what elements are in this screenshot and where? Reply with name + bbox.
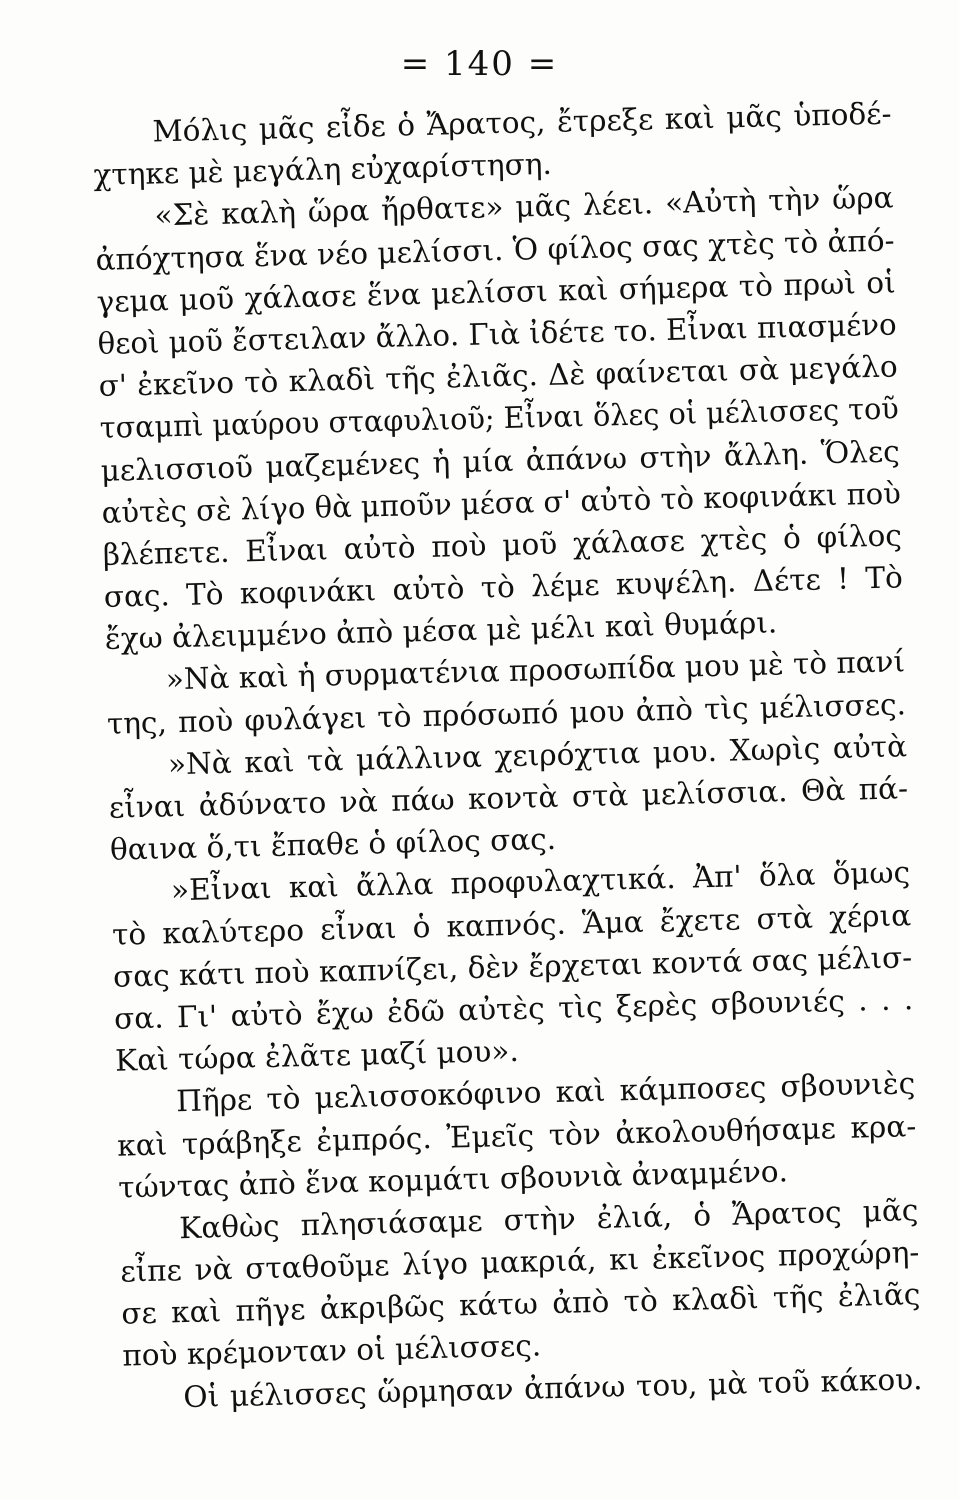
text-line: ποὺ κρέμονταν οἱ μέλισσες. [121,1328,542,1374]
text-line: Πῆρε τὸ μελισσοκόφινο καὶ κάμποσες σβουνιὲς [175,1066,916,1119]
text-line: Οἱ μέλισσες ὥρμησαν ἀπάνω του, μὰ τοῦ κάκου. [183,1361,923,1414]
text-line: χτηκε μὲ μεγάλη εὐχαρίστηση. [93,146,553,193]
text-line: καὶ τράβηξε ἐμπρός. Ἐμεῖς τὸν ἀκολουθήσαμε κρα- [116,1108,917,1163]
text-line: μελισσιοῦ μαζεμένες ἡ μία ἀπάνω στὴν ἄλλη. Ὅλες [100,433,901,488]
text-line: »Νὰ καὶ τὰ μάλλινα χειρόχτια μου. Χωρὶς αὐτὰ [167,729,908,782]
text-line: εἶπε νὰ σταθοῦμε λίγο μακριά, κι ἐκεῖνος προχώρη- [119,1235,920,1289]
text-line: αὐτὲς σὲ λίγο θὰ μποῦν μέσα σ' αὐτὸ τὸ κοφινάκι ποὺ [101,476,902,530]
text-line: γεμα μοῦ χάλασε ἕνα μελίσσι καὶ σήμερα τὸ πρωὶ οἱ [96,265,897,319]
text-line: σας κάτι ποὺ καπνίζει, δὲν ἔρχεται κοντά σας μέλισ- [112,939,913,994]
text-line: τώντας ἀπὸ ἕνα κομμάτι σβουνιὰ ἀναμμένο. [117,1154,789,1205]
text-line: Μόλις μᾶς εἶδε ὁ Ἄρατος, ἔτρεξε καὶ μᾶς ὑποδέ- [152,96,892,149]
text-line: «Σὲ καλὴ ὥρα ἤρθατε» μᾶς λέει. «Αὐτὴ τὴν ὥρα [154,180,894,233]
text-line: σα. Γι' αὐτὸ ἔχω ἐδῶ αὐτὲς τὶς ξερὲς σβουνιές . . . [113,982,914,1036]
text-line: της, ποὺ φυλάγει τὸ πρόσωπό μου ἀπὸ τὶς μέλισσες. [106,686,907,741]
body-text [92,92,924,1419]
text-line: σας. Τὸ κοφινάκι αὐτὸ τὸ λέμε κυψέλη. Δέτε ! Τὸ [103,560,904,614]
text-line: »Εἶναι καὶ ἄλλα προφυλαχτικά. Ἀπ' ὅλα ὅμως [170,855,911,908]
text-line: σ' ἐκεῖνο τὸ κλαδὶ τῆς ἐλιᾶς. Δὲ φαίνεται σὰ μεγάλο [98,349,899,404]
text-line: βλέπετε. Εἶναι αὐτὸ ποὺ μοῦ χάλασε χτὲς ὁ φίλος [102,518,903,572]
text-line: θεοὶ μοῦ ἔστειλαν ἄλλο. Γιὰ ἰδέτε το. Εἶναι πιασμένο [97,307,898,361]
text-line: »Νὰ καὶ ἡ συρματένια προσωπίδα μου μὲ τὸ πανί [165,644,906,697]
text-line: ἀπόχτησα ἕνα νέο μελίσσι. Ὁ φίλος σας χτὲς τὸ ἀπό- [95,222,895,277]
text-line: ἔχω ἀλειμμένο ἀπὸ μέσα μὲ μέλι καὶ θυμάρι. [104,605,778,657]
text-line: τὸ καλύτερο εἶναι ὁ καπνός. Ἅμα ἔχετε στὰ χέρια [111,897,912,952]
text-line: Καθὼς πλησιάσαμε στὴν ἐλιά, ὁ Ἄρατος μᾶς [178,1193,919,1246]
text-line: θαινα ὅ,τι ἔπαθε ὁ φίλος σας. [109,822,557,867]
text-line: Καὶ τώρα ἐλᾶτε μαζί μου». [114,1033,520,1078]
text-line: σε καὶ πῆγε ἀκριβῶς κάτω ἀπὸ τὸ κλαδὶ τῆς ἐλιᾶς [120,1277,921,1331]
text-line: τσαμπὶ μαύρου σταφυλιοῦ; Εἶναι ὅλες οἱ μέλισσες τοῦ [99,391,900,446]
page-number: = 140 = [400,44,559,84]
text-line: εἶναι ἀδύνατο νὰ πάω κοντὰ στὰ μελίσσια. Θὰ πά- [108,771,909,825]
